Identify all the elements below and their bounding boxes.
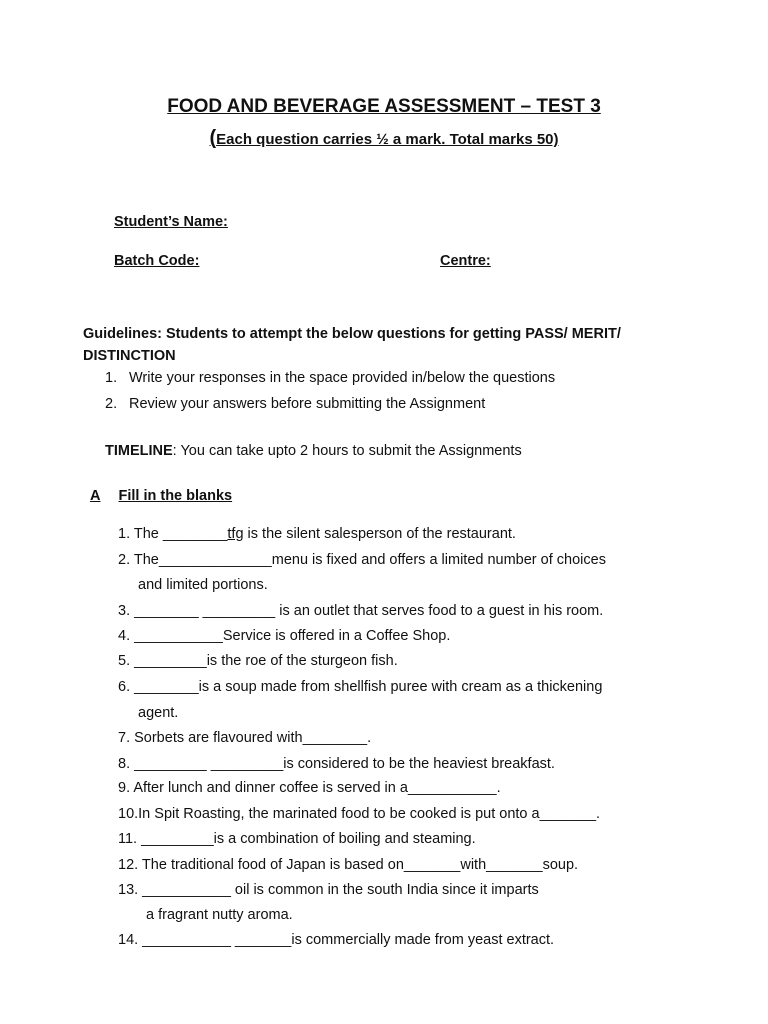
question-7: 7. Sorbets are flavoured with________.	[118, 730, 372, 746]
guideline-item	[105, 396, 485, 412]
question-12: 12. The traditional food of Japan is based on_______with_______soup.	[118, 857, 579, 873]
subtitle-paren: (	[209, 127, 217, 149]
question-13-continued: a fragrant nutty aroma.	[146, 907, 293, 923]
centre-label: Centre:	[440, 253, 491, 269]
question-5: 5. _________is the roe of the sturgeon fish.	[118, 653, 398, 669]
question-text: 1. The ________	[118, 526, 228, 542]
question-text: is the silent salesperson of the restaurant.	[243, 526, 516, 542]
guideline-text: Review your answers before submitting the Assignment	[129, 396, 486, 412]
timeline-label: TIMELINE	[105, 443, 173, 459]
question-9: 9. After lunch and dinner coffee is served in a___________.	[118, 780, 501, 796]
question-4: 4. ___________Service is offered in a Coffee Shop.	[118, 628, 451, 644]
question-14: 14. ___________ _______is commercially made from yeast extract.	[118, 932, 555, 948]
section-a-heading	[90, 488, 232, 504]
guidelines-title-line2: DISTINCTION	[83, 348, 176, 364]
timeline	[105, 443, 522, 459]
question-3: 3. ________ _________ is an outlet that serves food to a guest in his room.	[118, 603, 604, 619]
question-10: 10.In Spit Roasting, the marinated food to be cooked is put onto a_______.	[118, 806, 601, 822]
guideline-number: 1.	[105, 370, 118, 386]
timeline-text: : You can take upto 2 hours to submit the Assignments	[172, 443, 522, 459]
section-title: Fill in the blanks	[118, 488, 233, 504]
page-title: FOOD AND BEVERAGE ASSESSMENT – TEST 3	[167, 96, 601, 117]
question-6-continued: agent.	[138, 705, 179, 721]
question-answer: tfg	[227, 526, 244, 542]
question-2: 2. The______________menu is fixed and offers a limited number of choices	[118, 552, 606, 568]
student-name-label: Student’s Name:	[114, 214, 228, 230]
guideline-text: Write your responses in the space provided in/below the questions	[129, 370, 556, 386]
section-letter: A	[90, 488, 101, 504]
guideline-item	[105, 370, 555, 386]
subtitle-text: Each question carries ½ a mark. Total marks 50)	[216, 131, 559, 148]
guideline-number: 2.	[105, 396, 118, 412]
question-8: 8. _________ _________is considered to be the heaviest breakfast.	[118, 756, 555, 772]
batch-code-label: Batch Code:	[114, 253, 200, 269]
guidelines-title-line1: Guidelines: Students to attempt the below questions for getting PASS/ MERIT/	[83, 326, 621, 342]
question-2-continued: and limited portions.	[138, 577, 268, 593]
question-11: 11. _________is a combination of boiling and steaming.	[118, 831, 476, 847]
question-13: 13. ___________ oil is common in the south India since it imparts	[118, 882, 539, 898]
page-subtitle	[0, 127, 768, 150]
question-6: 6. ________is a soup made from shellfish puree with cream as a thickening	[118, 679, 603, 695]
question-1	[118, 526, 516, 542]
